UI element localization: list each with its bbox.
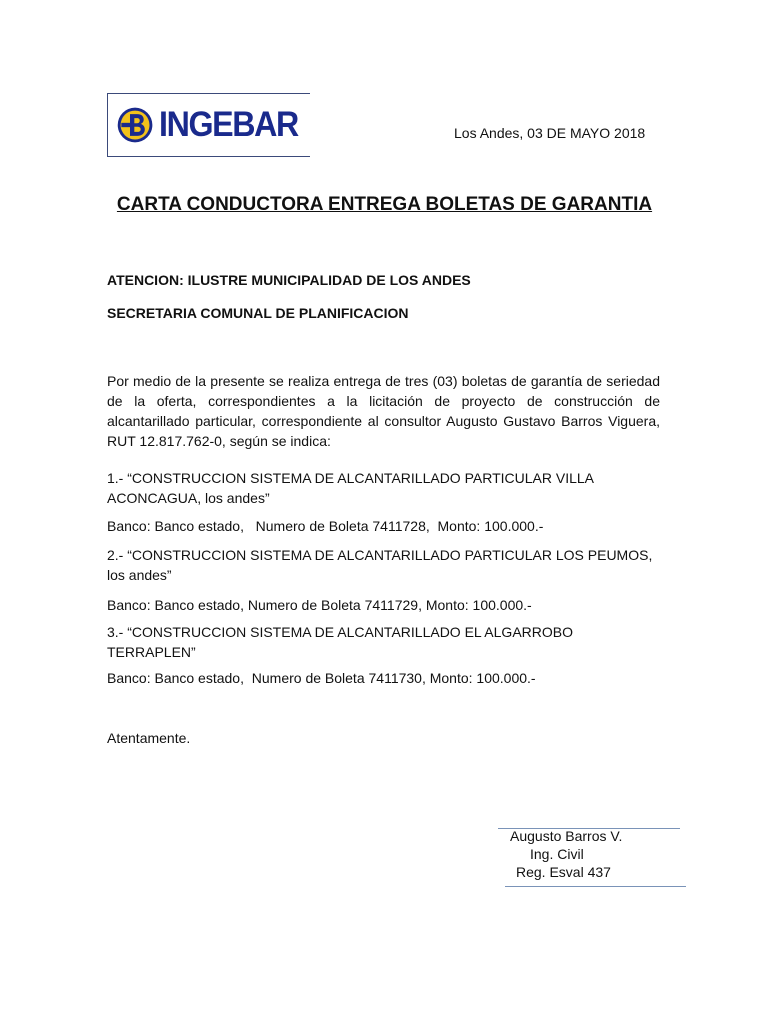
letter-title: CARTA CONDUCTORA ENTREGA BOLETAS DE GARANTIA (116, 194, 653, 215)
signature-bottom-rule (505, 886, 686, 887)
item-3-project: 3.- “CONSTRUCCION SISTEMA DE ALCANTARILLADO EL ALGARROBO TERRAPLEN” (107, 624, 573, 660)
attention-line: ATENCION: ILUSTRE MUNICIPALIDAD DE LOS ANDES (107, 272, 471, 288)
signature-title: Ing. Civil (530, 846, 584, 862)
item-1-bank-line: Banco: Banco estado, Numero de Boleta 7411728, Monto: 100.000.- (107, 518, 544, 534)
closing: Atentamente. (107, 730, 191, 746)
department-line: SECRETARIA COMUNAL DE PLANIFICACION (107, 305, 409, 321)
intro-paragraph: Por medio de la presente se realiza entrega de tres (03) boletas de garantía de seriedad de la oferta, correspondientes a la licitación de proyecto de construcción de alcantarillado particular, correspondiente al consultor Augusto Gustavo Barros Viguera, RUT 12.817.762-0, según se indica: (107, 373, 660, 449)
letter-date: Los Andes, 03 DE MAYO 2018 (454, 125, 646, 141)
brand-name: INGEBAR (159, 105, 298, 144)
signature-name: Augusto Barros V. (510, 828, 623, 844)
ingebar-emblem-icon (117, 100, 153, 150)
item-3-bank-line: Banco: Banco estado, Numero de Boleta 7411730, Monto: 100.000.- (107, 670, 536, 686)
item-1-project: 1.- “CONSTRUCCION SISTEMA DE ALCANTARILLADO PARTICULAR VILLA ACONCAGUA, los andes” (107, 470, 594, 506)
signature-registration: Reg. Esval 437 (516, 864, 611, 880)
item-2-bank-line: Banco: Banco estado, Numero de Boleta 7411729, Monto: 100.000.- (107, 597, 532, 613)
company-logo (107, 93, 310, 157)
item-2-project: 2.- “CONSTRUCCION SISTEMA DE ALCANTARILLADO PARTICULAR LOS PEUMOS, los andes” (107, 547, 653, 583)
